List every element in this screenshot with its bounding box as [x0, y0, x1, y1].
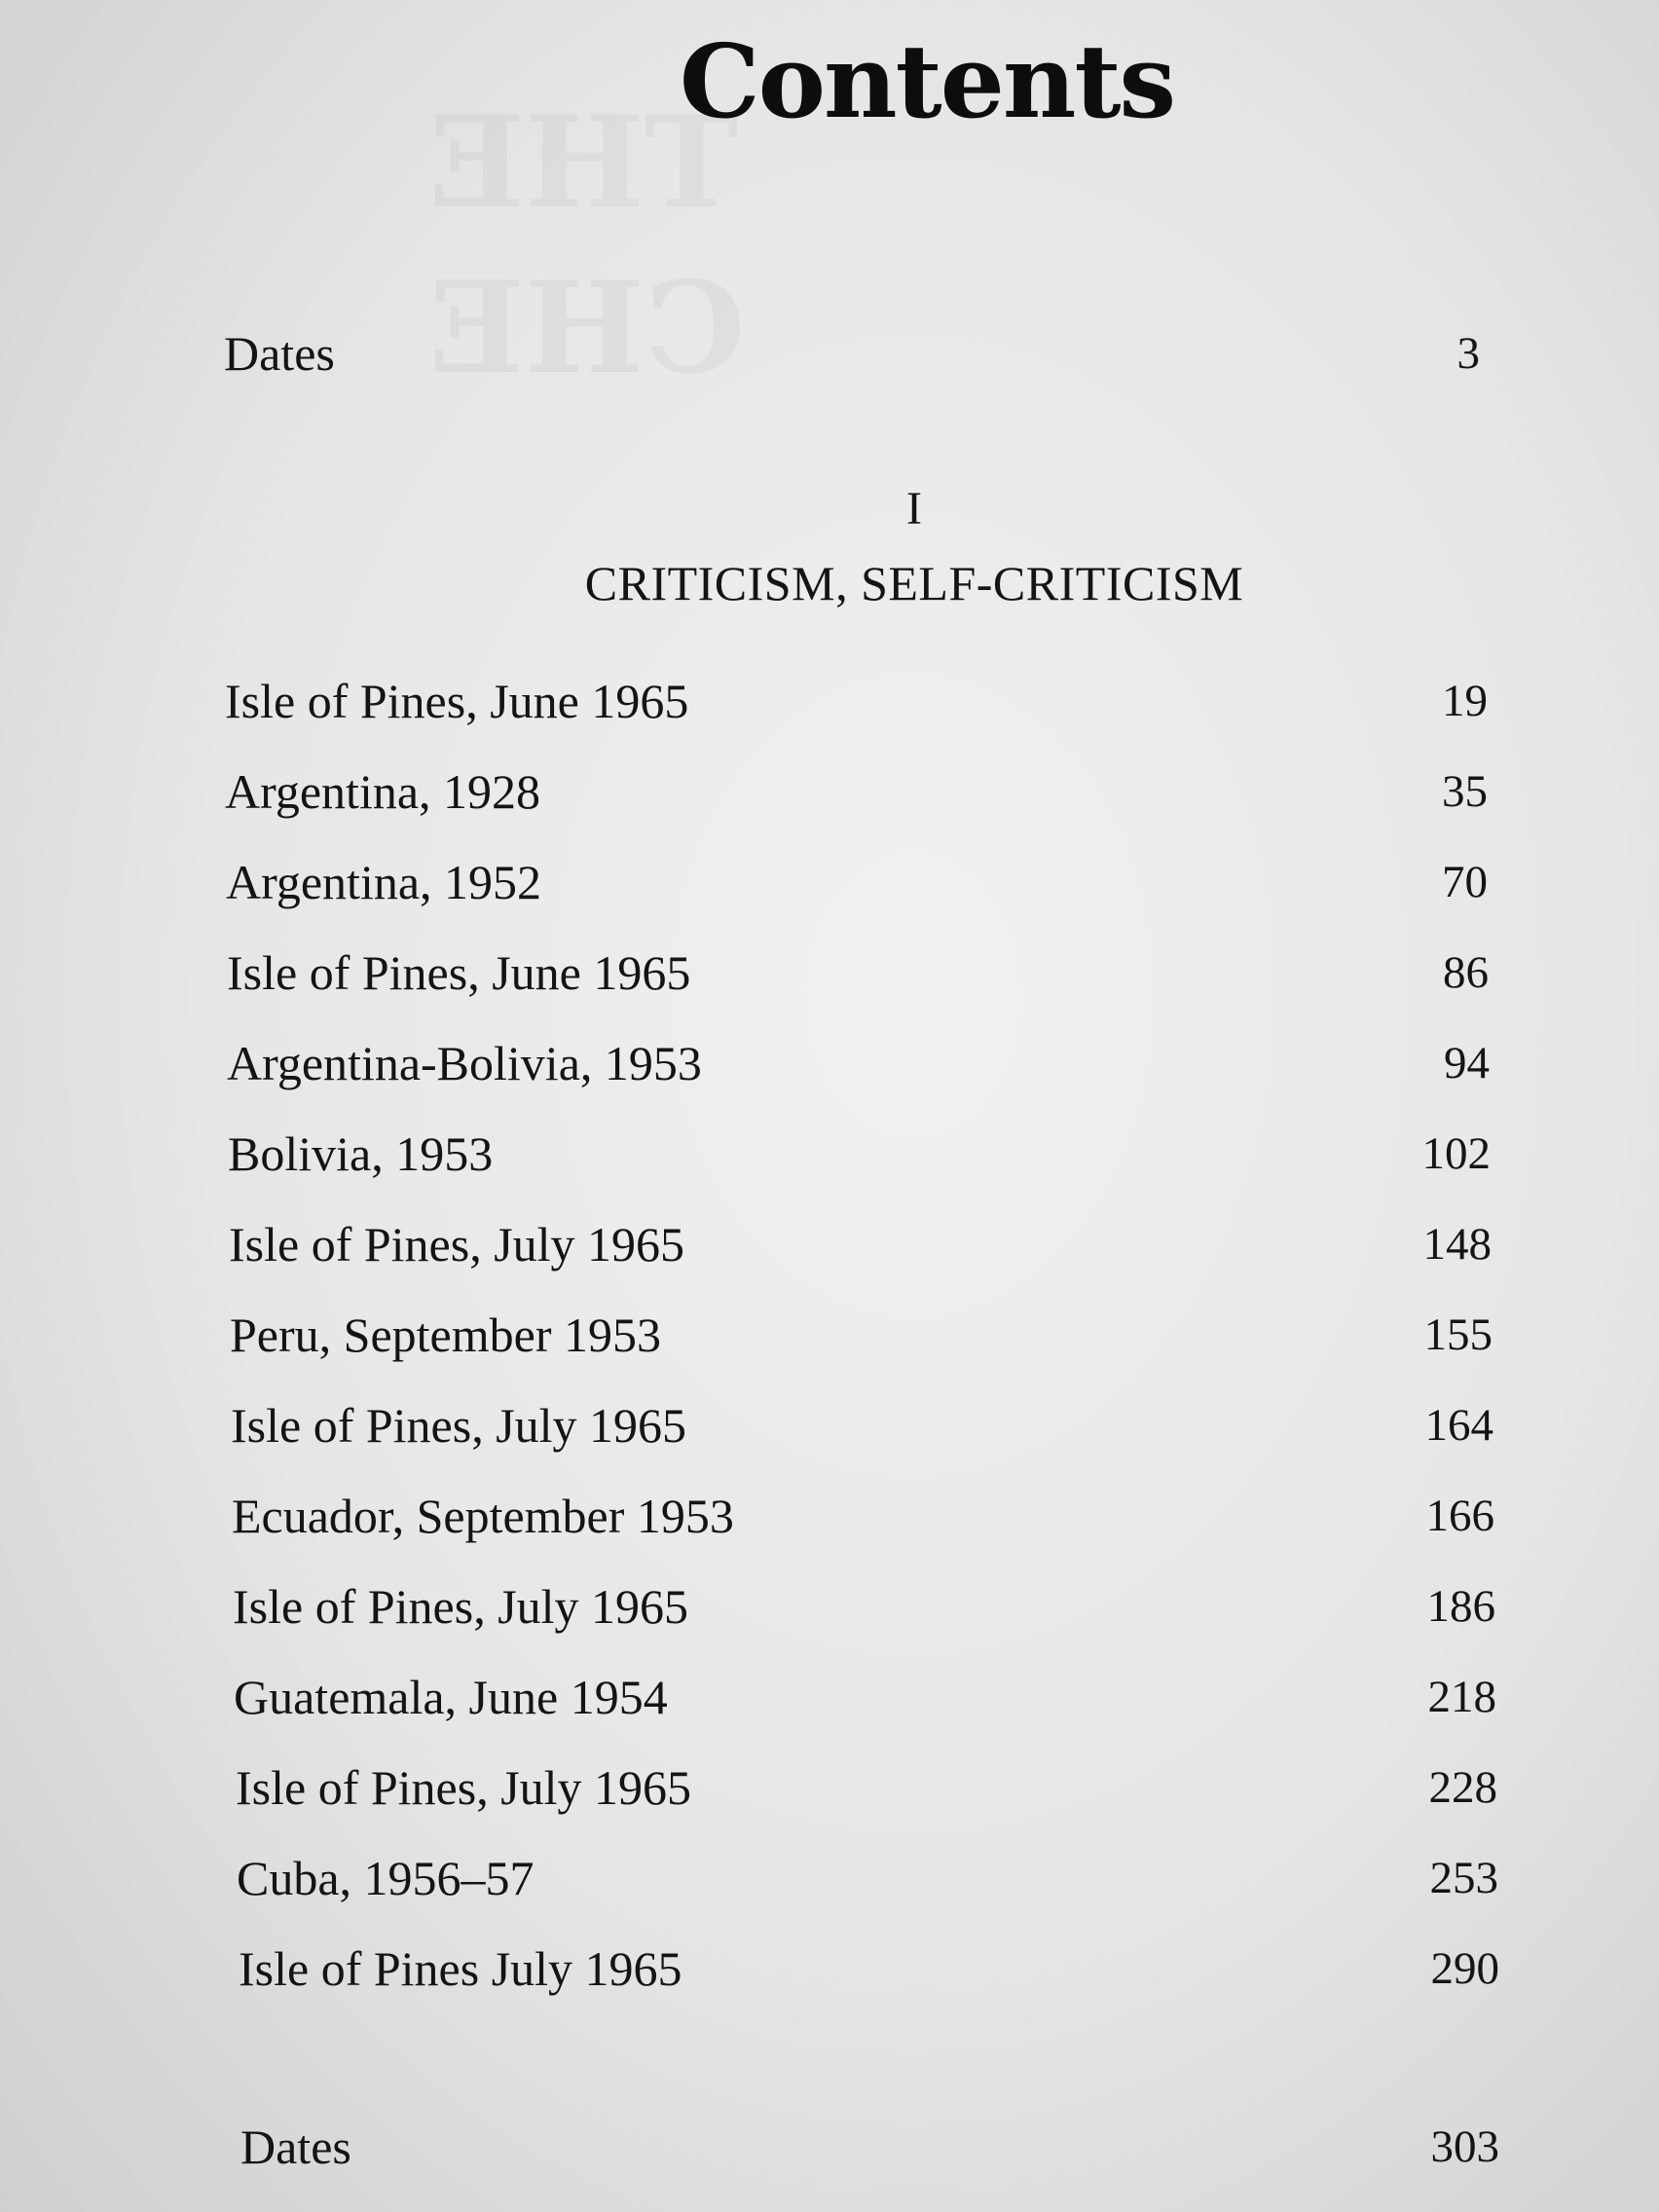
toc-entry-dates-top[interactable] — [0, 319, 1659, 387]
toc-entry[interactable] — [0, 1572, 1659, 1641]
toc-entry-label: Isle of Pines, July 1965 — [229, 1217, 685, 1272]
toc-entry-page: 303 — [1430, 2121, 1499, 2172]
toc-entry-label: Argentina, 1952 — [226, 855, 542, 909]
toc-entry-page: 166 — [1425, 1491, 1494, 1541]
toc-entry-label: Isle of Pines, June 1965 — [225, 674, 689, 728]
toc-entry-page: 86 — [1443, 947, 1489, 998]
toc-entry-page: 186 — [1426, 1581, 1495, 1632]
toc-entry-label: Dates — [224, 326, 335, 381]
toc-entry[interactable] — [0, 1753, 1659, 1822]
toc-entry-page: 155 — [1423, 1309, 1493, 1360]
toc-entry[interactable] — [0, 1663, 1659, 1731]
toc-entry-page: 102 — [1421, 1128, 1491, 1179]
page-title: Contents — [679, 21, 1175, 141]
toc-entry[interactable] — [0, 757, 1659, 826]
toc-entry-page: 94 — [1444, 1038, 1490, 1088]
toc-entry[interactable] — [0, 1029, 1659, 1097]
toc-entry-label: Argentina, 1928 — [225, 764, 541, 819]
toc-entry-label: Argentina-Bolivia, 1953 — [227, 1036, 702, 1090]
toc-entry[interactable] — [0, 667, 1659, 735]
toc-entry-label: Isle of Pines, June 1965 — [227, 945, 691, 1000]
toc-entry[interactable] — [0, 848, 1659, 916]
toc-entry[interactable] — [0, 1210, 1659, 1278]
toc-entry-page: 253 — [1429, 1853, 1498, 1903]
toc-entry[interactable] — [0, 1120, 1659, 1188]
toc-entry-page: 148 — [1422, 1219, 1492, 1270]
toc-entry-label: Isle of Pines, July 1965 — [233, 1579, 689, 1634]
toc-entry-label: Isle of Pines, July 1965 — [231, 1398, 687, 1453]
toc-entry[interactable] — [0, 1391, 1659, 1459]
toc-entry-label: Dates — [240, 2120, 351, 2174]
toc-entry-dates-bottom[interactable] — [0, 2113, 1659, 2181]
toc-entry[interactable] — [0, 1935, 1659, 2003]
part-title: CRITICISM, SELF-CRITICISM — [584, 556, 1244, 610]
part-number: I — [906, 483, 922, 535]
toc-entry-label: Guatemala, June 1954 — [234, 1670, 668, 1724]
toc-entry-page: 164 — [1424, 1400, 1493, 1451]
toc-entry-page: 290 — [1430, 1943, 1499, 1994]
toc-entry-page: 228 — [1428, 1762, 1497, 1813]
toc-entry-label: Ecuador, September 1953 — [232, 1489, 734, 1543]
toc-entry-page: 3 — [1456, 328, 1480, 379]
toc-entry-label: Bolivia, 1953 — [228, 1126, 494, 1181]
toc-entry[interactable] — [0, 1844, 1659, 1912]
toc-entry-label: Isle of Pines July 1965 — [239, 1941, 682, 1996]
toc-entry-page: 70 — [1442, 857, 1488, 907]
toc-entry[interactable] — [0, 1482, 1659, 1550]
toc-entry-label: Peru, September 1953 — [230, 1308, 661, 1362]
toc-entry-page: 19 — [1442, 676, 1488, 726]
toc-entry[interactable] — [0, 1301, 1659, 1369]
toc-entry-label: Cuba, 1956–57 — [237, 1851, 535, 1905]
toc-entry[interactable] — [0, 939, 1659, 1007]
toc-entry-page: 35 — [1442, 766, 1488, 817]
toc-entry-page: 218 — [1427, 1672, 1496, 1722]
toc-entry-label: Isle of Pines, July 1965 — [236, 1760, 692, 1815]
